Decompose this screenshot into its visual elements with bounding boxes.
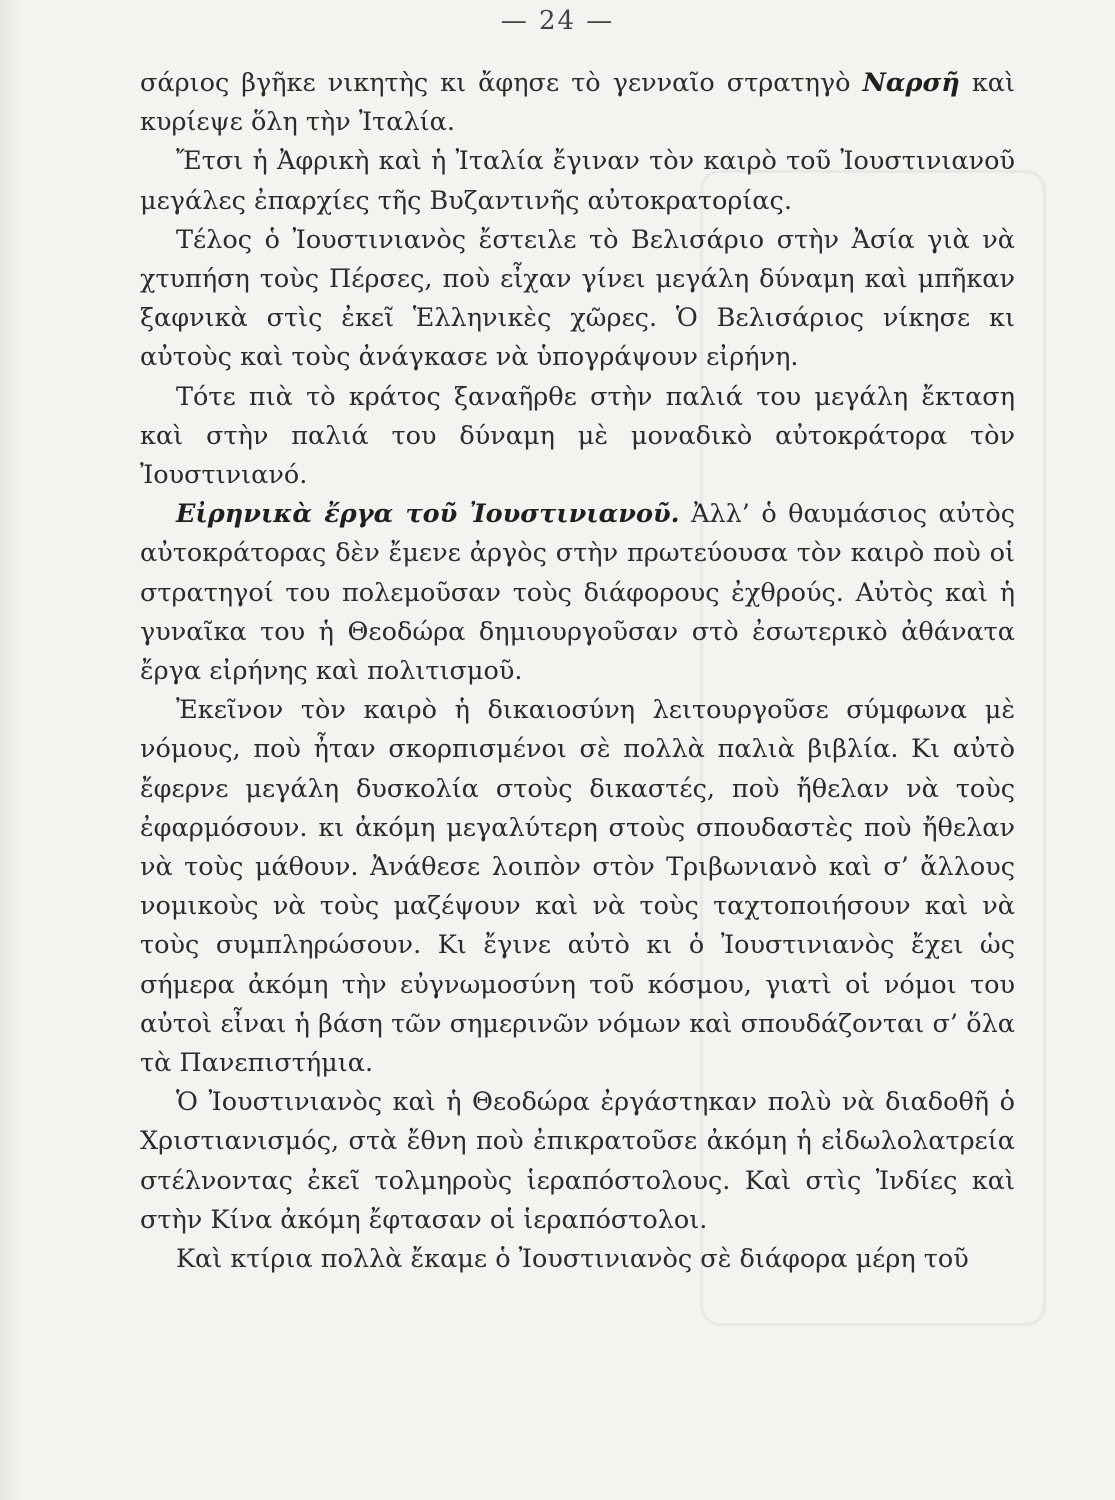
body-text [140,64,1015,1279]
paragraph-3: Τέλος ὁ Ἰουστινιανὸς ἔστειλε τὸ Βελισάριο στὴν Ἀσία γιὰ νὰ χτυπήση τοὺς Πέρσες, ποὺ εἶχαν γίνει μεγάλη δύναμη καὶ μπῆκαν ξαφνικὰ στὶς ἐκεῖ Ἑλληνικὲς χῶρες. Ὁ Βελισάριος νίκησε κι αὐτοὺς καὶ τοὺς ἀνάγκασε νὰ ὑπογράψουν εἰρήνη. [140,224,1015,373]
paragraph-6: Ἐκεῖνον τὸν καιρὸ ἡ δικαιοσύνη λειτουργοῦσε σύμφωνα μὲ νόμους, ποὺ ἦταν σκορπισμένοι σὲ πολλὰ παλιὰ βιβλία. Κι αὐτὸ ἔφερνε μεγάλη δυσκολία στοὺς δικαστές, ποὺ ἤθελαν νὰ τοὺς ἐφαρμόσουν. κι ἀκόμη μεγαλύτερη στοὺς σπουδαστὲς ποὺ ἤθελαν νὰ τοὺς μάθουν. Ἀνάθεσε λοιπὸν στὸν Τριβωνιανὸ καὶ σ’ ἄλλους νομικοὺς νὰ τοὺς μαζέψουν καὶ νὰ τοὺς ταχτοποιήσουν καὶ νὰ τοὺς συμπληρώσουν. Κι ἔγινε αὐτὸ κι ὁ Ἰουστινιανὸς ἔχει ὡς σήμερα ἀκόμη τὴν εὐγνωμοσύνη τοῦ κόσμου, γιατὶ οἱ νόμοι του αὐτοὶ εἶναι ἡ βάση τῶν σημερινῶν νόμων καὶ σπουδάζονται σ’ ὅλα τὰ Πανεπιστήμια. [140,695,1015,1079]
page-number: — 24 — [500,6,615,36]
section-heading-peaceful-works: Εἰρηνικὰ ἔργα τοῦ Ἰουστινιανοῦ. [176,499,680,530]
paragraph-1-text-end: καὶ κυρίεψε ὅλη τὴν Ἰταλία. [140,68,1016,138]
paragraph-2: Ἔτσι ἡ Ἀφρικὴ καὶ ἡ Ἰταλία ἔγιναν τὸν καιρὸ τοῦ Ἰουστινιανοῦ μεγάλες ἐπαρχίες τῆς Βυζαντινῆς αὐτοκρατορίας. [140,146,1015,216]
paragraph-1-text-start: σάριος βγῆκε νικητὴς κι ἄφησε τὸ γενναῖο στρατηγὸ [140,68,863,98]
paragraph-7: Ὁ Ἰουστινιανὸς καὶ ἡ Θεοδώρα ἐργάστηκαν πολὺ νὰ διαδοθῆ ὁ Χριστιανισμός, στὰ ἔθνη ποὺ ἐπικρατοῦσε ἀκόμη ἡ εἰδωλολατρεία στέλνοντας ἐκεῖ τολμηροὺς ἱεραπόστολους. Καὶ στὶς Ἰνδίες καὶ στὴν Κίνα ἀκόμη ἔφτασαν οἱ ἱεραπόστολοι. [140,1087,1015,1235]
name-narses: Ναρσῆ [862,68,960,98]
paragraph-1 [140,64,1015,142]
page-edge-shadow [0,0,22,1500]
paragraph-8: Καὶ κτίρια πολλὰ ἔκαμε ὁ Ἰουστινιανὸς σὲ διάφορα μέρη τοῦ [176,1244,969,1275]
paragraph-5-text: Ἀλλ’ ὁ θαυμάσιος αὐτὸς αὐτοκράτορας δὲν ἔμενε ἀργὸς στὴν πρωτεύουσα τὸν καιρὸ ποὺ οἱ στρατηγοί του πολεμοῦσαν τοὺς διάφορους ἐχθρούς. Αὐτὸς καὶ ἡ γυναῖκα του ἡ Θεοδώρα δημιουργοῦσαν στὸ ἐσωτερικὸ ἀθάνατα ἔργα εἰρήνης καὶ πολιτισμοῦ. [140,499,1015,687]
paragraph-4: Τότε πιὰ τὸ κράτος ξαναῆρθε στὴν παλιά του μεγάλη ἔκταση καὶ στὴν παλιά του δύναμη μὲ μοναδικὸ αὐτοκράτορα τὸν Ἰουστινιανό. [140,381,1015,491]
paragraph-5 [140,495,1015,691]
